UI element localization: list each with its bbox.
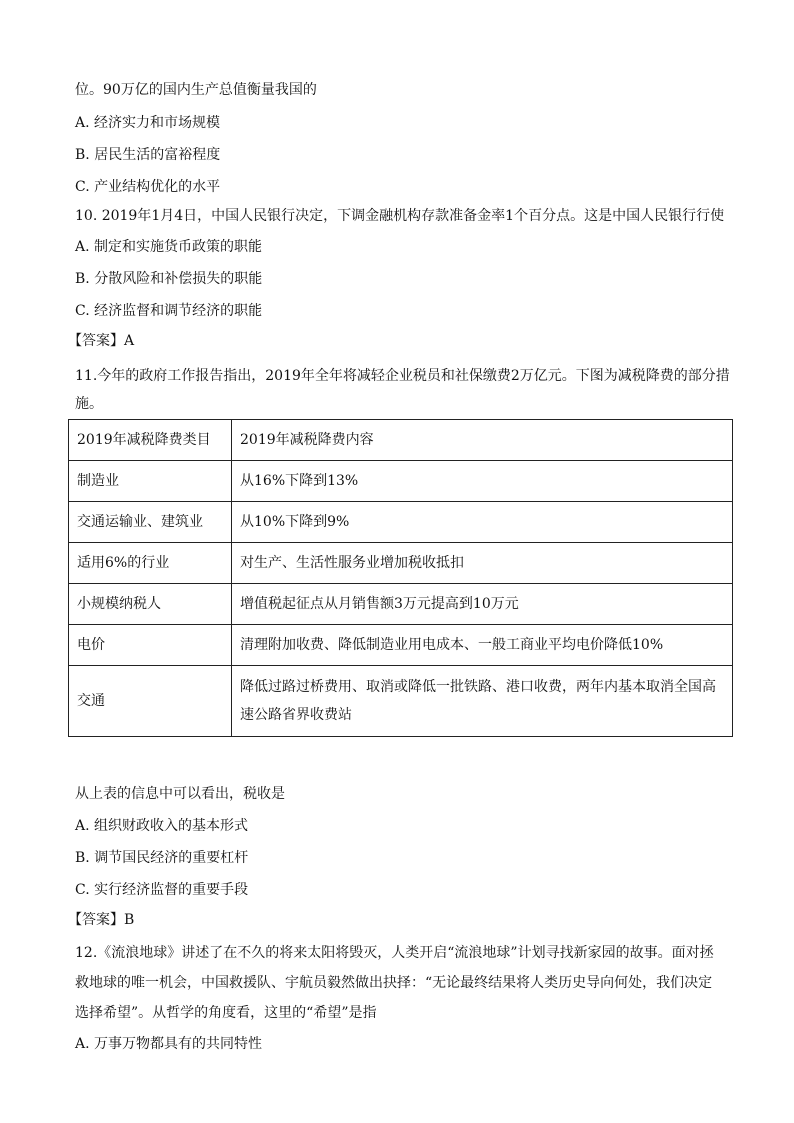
- q11-stem-line1: 11.今年的政府工作报告指出，2019年全年将减轻企业税员和社保缴费2万亿元。下图为减税降费的部分措: [75, 368, 730, 384]
- q11-option-c: C. 实行经济监督的重要手段: [75, 882, 249, 898]
- q12-stem-line3: 选择希望”。从哲学的角度看，这里的“希望”是指: [75, 1005, 377, 1021]
- table-cell: 电价: [69, 625, 232, 666]
- q11-stem-line2: 施。: [75, 396, 103, 412]
- q10-option-a: A. 制定和实施货币政策的职能: [75, 239, 263, 255]
- table-row: [69, 461, 733, 502]
- q11-option-a: A. 组织财政收入的基本形式: [75, 818, 249, 834]
- table-cell: 小规模纳税人: [69, 584, 232, 625]
- q10-answer: 【答案】A: [68, 333, 135, 349]
- q10-option-c: C. 经济监督和调节经济的职能: [75, 303, 263, 319]
- table-header-cell: 2019年减税降费类目: [69, 420, 232, 461]
- table-cell: 适用6%的行业: [69, 543, 232, 584]
- table-cell: 从16%下降到13%: [232, 461, 733, 502]
- table-row: [69, 584, 733, 625]
- q12-stem-line2: 救地球的唯一机会，中国救援队、宇航员毅然做出抉择：“无论最终结果将人类历史导向何处，我们决定: [75, 975, 713, 991]
- q10-option-b: B. 分散风险和补偿损失的职能: [75, 271, 263, 287]
- text-line: 位。90万亿的国内生产总值衡量我国的: [75, 82, 317, 98]
- q11-answer: 【答案】B: [68, 912, 135, 928]
- table-cell: 交通运输业、建筑业: [69, 502, 232, 543]
- table-row: [69, 666, 733, 737]
- table-cell: 清理附加收费、降低制造业用电成本、一般工商业平均电价降低10%: [232, 625, 733, 666]
- option-b: B. 居民生活的富裕程度: [75, 147, 221, 163]
- q11-question: 从上表的信息中可以看出，税收是: [75, 786, 285, 802]
- q12-option-a: A. 万事万物都具有的共同特性: [75, 1036, 263, 1052]
- table-cell: 降低过路过桥费用、取消或降低一批铁路、港口收费，两年内基本取消全国高速公路省界收费站: [232, 666, 733, 737]
- table-cell: 交通: [69, 666, 232, 737]
- option-c: C. 产业结构优化的水平: [75, 179, 221, 195]
- option-a: A. 经济实力和市场规模: [75, 115, 221, 131]
- table-header-row: [69, 420, 733, 461]
- q10-stem: 10. 2019年1月4日，中国人民银行决定，下调金融机构存款准备金率1个百分点。这是中国人民银行行使: [75, 208, 725, 224]
- table-cell: 制造业: [69, 461, 232, 502]
- table-row: [69, 502, 733, 543]
- table-cell: 对生产、生活性服务业增加税收抵扣: [232, 543, 733, 584]
- table-cell: 增值税起征点从月销售额3万元提高到10万元: [232, 584, 733, 625]
- tax-reduction-table: [68, 419, 733, 737]
- q11-option-b: B. 调节国民经济的重要杠杆: [75, 850, 249, 866]
- table-row: [69, 625, 733, 666]
- table-cell: 从10%下降到9%: [232, 502, 733, 543]
- q12-stem-line1: 12.《流浪地球》讲述了在不久的将来太阳将毁灭，人类开启“流浪地球”计划寻找新家园的故事。面对拯: [75, 945, 714, 961]
- table-row: [69, 543, 733, 584]
- table-header-cell: 2019年减税降费内容: [232, 420, 733, 461]
